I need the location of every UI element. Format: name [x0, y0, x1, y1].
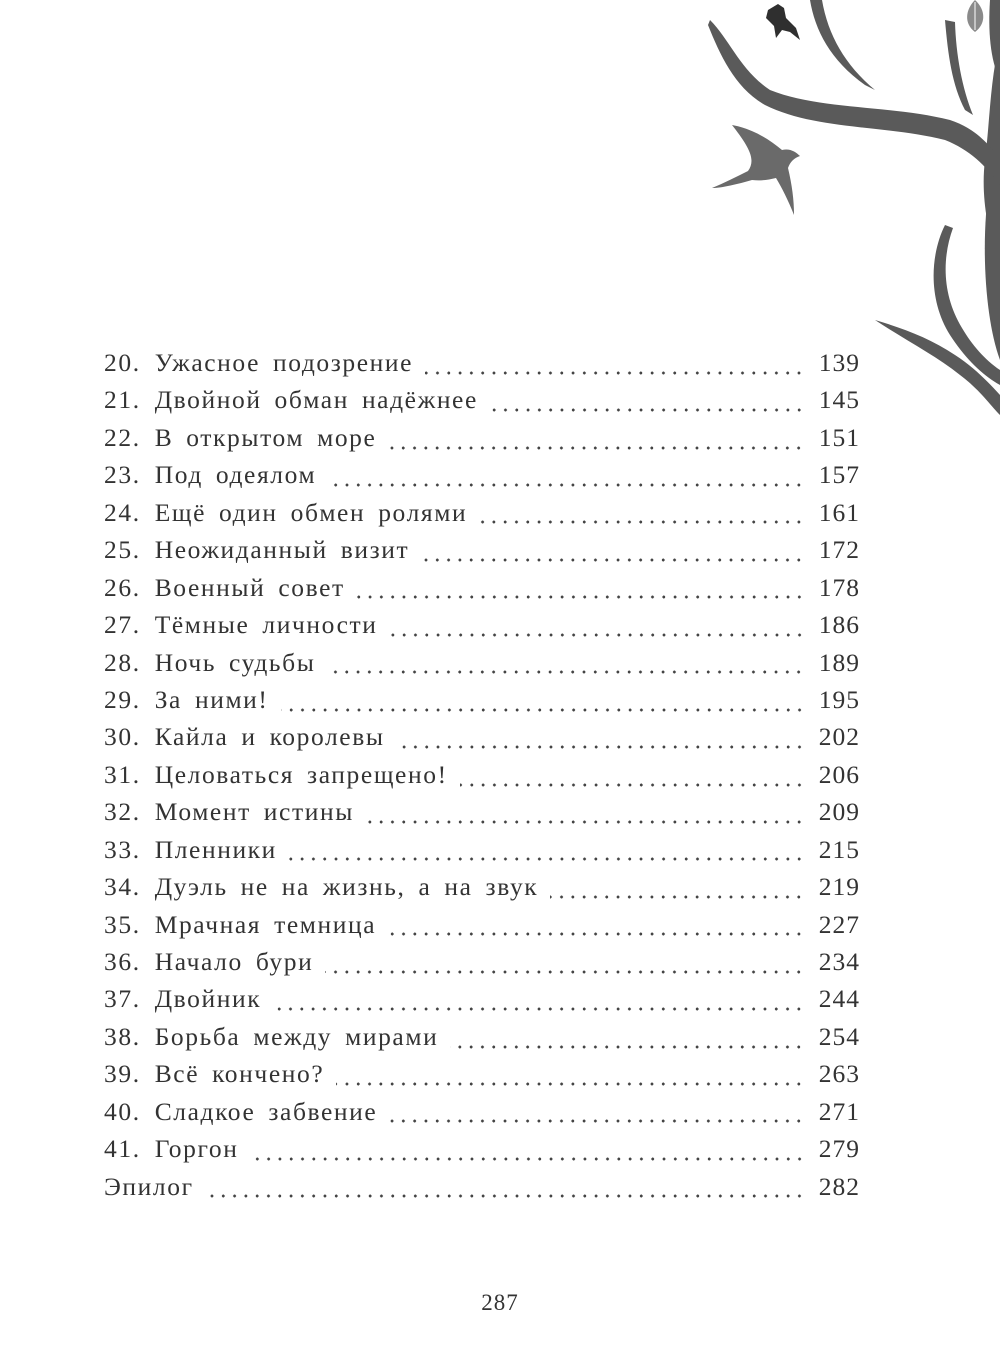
- chapter-page: 271: [818, 1096, 860, 1126]
- dot-leader: [251, 1156, 805, 1162]
- chapter-title: В открытом море: [154, 422, 377, 452]
- dot-leader: [289, 856, 805, 862]
- dot-leader: [390, 632, 805, 638]
- dot-leader: [460, 782, 805, 788]
- chapter-number: 40.: [104, 1096, 141, 1126]
- chapter-page: 263: [818, 1059, 860, 1089]
- chapter-title: Горгон: [154, 1134, 239, 1164]
- dot-leader: [397, 744, 805, 750]
- chapter-number: 35.: [104, 909, 141, 939]
- chapter-number: 38.: [104, 1021, 141, 1051]
- chapter-number: 34.: [104, 872, 141, 902]
- chapter-number: 28.: [104, 647, 141, 677]
- chapter-page: 202: [818, 722, 860, 752]
- chapter-title: Эпилог: [104, 1171, 194, 1201]
- dot-leader: [328, 482, 805, 488]
- chapter-title: Дуэль не на жизнь, а на звук: [154, 872, 539, 902]
- chapter-title: Целоваться запрещено!: [154, 759, 448, 789]
- chapter-title: Под одеялом: [154, 460, 317, 490]
- dot-leader: [479, 519, 805, 525]
- chapter-page: 244: [818, 984, 860, 1014]
- dot-leader: [421, 557, 804, 563]
- dot-leader: [325, 969, 804, 975]
- chapter-number: 36.: [104, 947, 141, 976]
- dot-leader: [388, 445, 804, 451]
- toc-entry[interactable]: [104, 535, 860, 572]
- chapter-title: Двойник: [154, 984, 262, 1014]
- toc-entry[interactable]: [104, 947, 860, 984]
- chapter-page: 234: [818, 947, 860, 976]
- chapter-title: Пленники: [154, 834, 277, 864]
- toc-entry[interactable]: [104, 760, 860, 797]
- chapter-number: 39.: [104, 1059, 141, 1089]
- chapter-page: 178: [818, 572, 860, 602]
- dot-leader: [273, 1006, 805, 1012]
- chapter-number: 31.: [104, 759, 141, 789]
- toc-entry[interactable]: [104, 685, 860, 722]
- chapter-title: Борьба между мирами: [154, 1021, 439, 1051]
- chapter-page: 254: [818, 1021, 860, 1051]
- toc-entry[interactable]: [104, 984, 860, 1021]
- dot-leader: [206, 1193, 805, 1199]
- chapter-number: 26.: [104, 572, 141, 602]
- chapter-title: Момент истины: [154, 797, 354, 827]
- chapter-title: Всё кончено?: [154, 1059, 325, 1089]
- dot-leader: [450, 1044, 804, 1050]
- chapter-title: Ещё один обмен ролями: [154, 497, 468, 527]
- toc-entry[interactable]: [104, 1134, 860, 1171]
- chapter-number: 30.: [104, 722, 141, 752]
- chapter-title: Ночь судьбы: [154, 647, 316, 677]
- toc-entry[interactable]: [104, 385, 860, 422]
- chapter-page: 186: [818, 610, 860, 640]
- toc-entry[interactable]: [104, 648, 860, 685]
- chapter-page: 172: [818, 535, 860, 565]
- dot-leader: [281, 707, 805, 713]
- chapter-number: 25.: [104, 535, 141, 565]
- toc-entry[interactable]: [104, 835, 860, 872]
- chapter-number: 27.: [104, 610, 141, 640]
- toc-entry[interactable]: [104, 460, 860, 497]
- chapter-number: 22.: [104, 422, 141, 452]
- dot-leader: [366, 819, 805, 825]
- dot-leader: [388, 931, 805, 937]
- dot-leader: [327, 669, 804, 675]
- toc-entry[interactable]: [104, 910, 860, 947]
- chapter-page: 195: [818, 684, 860, 714]
- chapter-page: 161: [818, 497, 860, 527]
- chapter-title: Начало бури: [154, 947, 314, 976]
- chapter-title: Неожиданный визит: [154, 535, 410, 565]
- toc-entry[interactable]: [104, 872, 860, 909]
- chapter-number: 37.: [104, 984, 141, 1014]
- chapter-title: Сладкое забвение: [154, 1096, 378, 1126]
- toc-entry[interactable]: [104, 1022, 860, 1059]
- toc-entry[interactable]: [104, 1097, 860, 1134]
- dot-leader: [389, 1118, 804, 1124]
- toc-entry[interactable]: [104, 498, 860, 535]
- chapter-page: 282: [818, 1171, 860, 1201]
- dot-leader: [490, 407, 805, 413]
- chapter-page: 209: [818, 797, 860, 827]
- chapter-title: Тёмные личности: [154, 610, 378, 640]
- chapter-number: 29.: [104, 684, 141, 714]
- chapter-number: 32.: [104, 797, 141, 827]
- toc-entry[interactable]: [104, 1059, 860, 1096]
- dot-leader: [357, 594, 805, 600]
- chapter-number: 20.: [104, 348, 141, 377]
- toc-entry[interactable]: [104, 797, 860, 834]
- chapter-title: Ужасное подозрение: [154, 348, 414, 377]
- chapter-page: 279: [818, 1134, 860, 1164]
- chapter-title: Двойной обман надёжнее: [154, 385, 478, 415]
- chapter-page: 189: [818, 647, 860, 677]
- dot-leader: [336, 1081, 804, 1087]
- chapter-number: 24.: [104, 497, 141, 527]
- chapter-page: 206: [818, 759, 860, 789]
- chapter-page: 151: [818, 422, 860, 452]
- chapter-page: 139: [818, 348, 860, 377]
- chapter-number: 21.: [104, 385, 141, 415]
- table-of-contents: [104, 348, 860, 1209]
- chapter-title: Кайла и королевы: [154, 722, 385, 752]
- chapter-page: 227: [818, 909, 860, 939]
- chapter-number: 23.: [104, 460, 141, 490]
- chapter-page: 157: [818, 460, 860, 490]
- chapter-page: 219: [818, 872, 860, 902]
- chapter-page: 215: [818, 834, 860, 864]
- chapter-title: Военный совет: [154, 572, 345, 602]
- dot-leader: [425, 370, 805, 376]
- toc-entry[interactable]: [104, 423, 860, 460]
- toc-entry[interactable]: [104, 722, 860, 759]
- toc-entry-epilogue[interactable]: [104, 1172, 860, 1209]
- chapter-page: 145: [818, 385, 860, 415]
- chapter-number: 33.: [104, 834, 141, 864]
- page-number: 287: [481, 1290, 519, 1315]
- toc-entry[interactable]: [104, 610, 860, 647]
- toc-entry[interactable]: [104, 573, 860, 610]
- dot-leader: [550, 894, 804, 900]
- chapter-title: Мрачная темница: [154, 909, 377, 939]
- toc-entry[interactable]: [104, 348, 860, 385]
- chapter-number: 41.: [104, 1134, 141, 1164]
- chapter-title: За ними!: [154, 684, 269, 714]
